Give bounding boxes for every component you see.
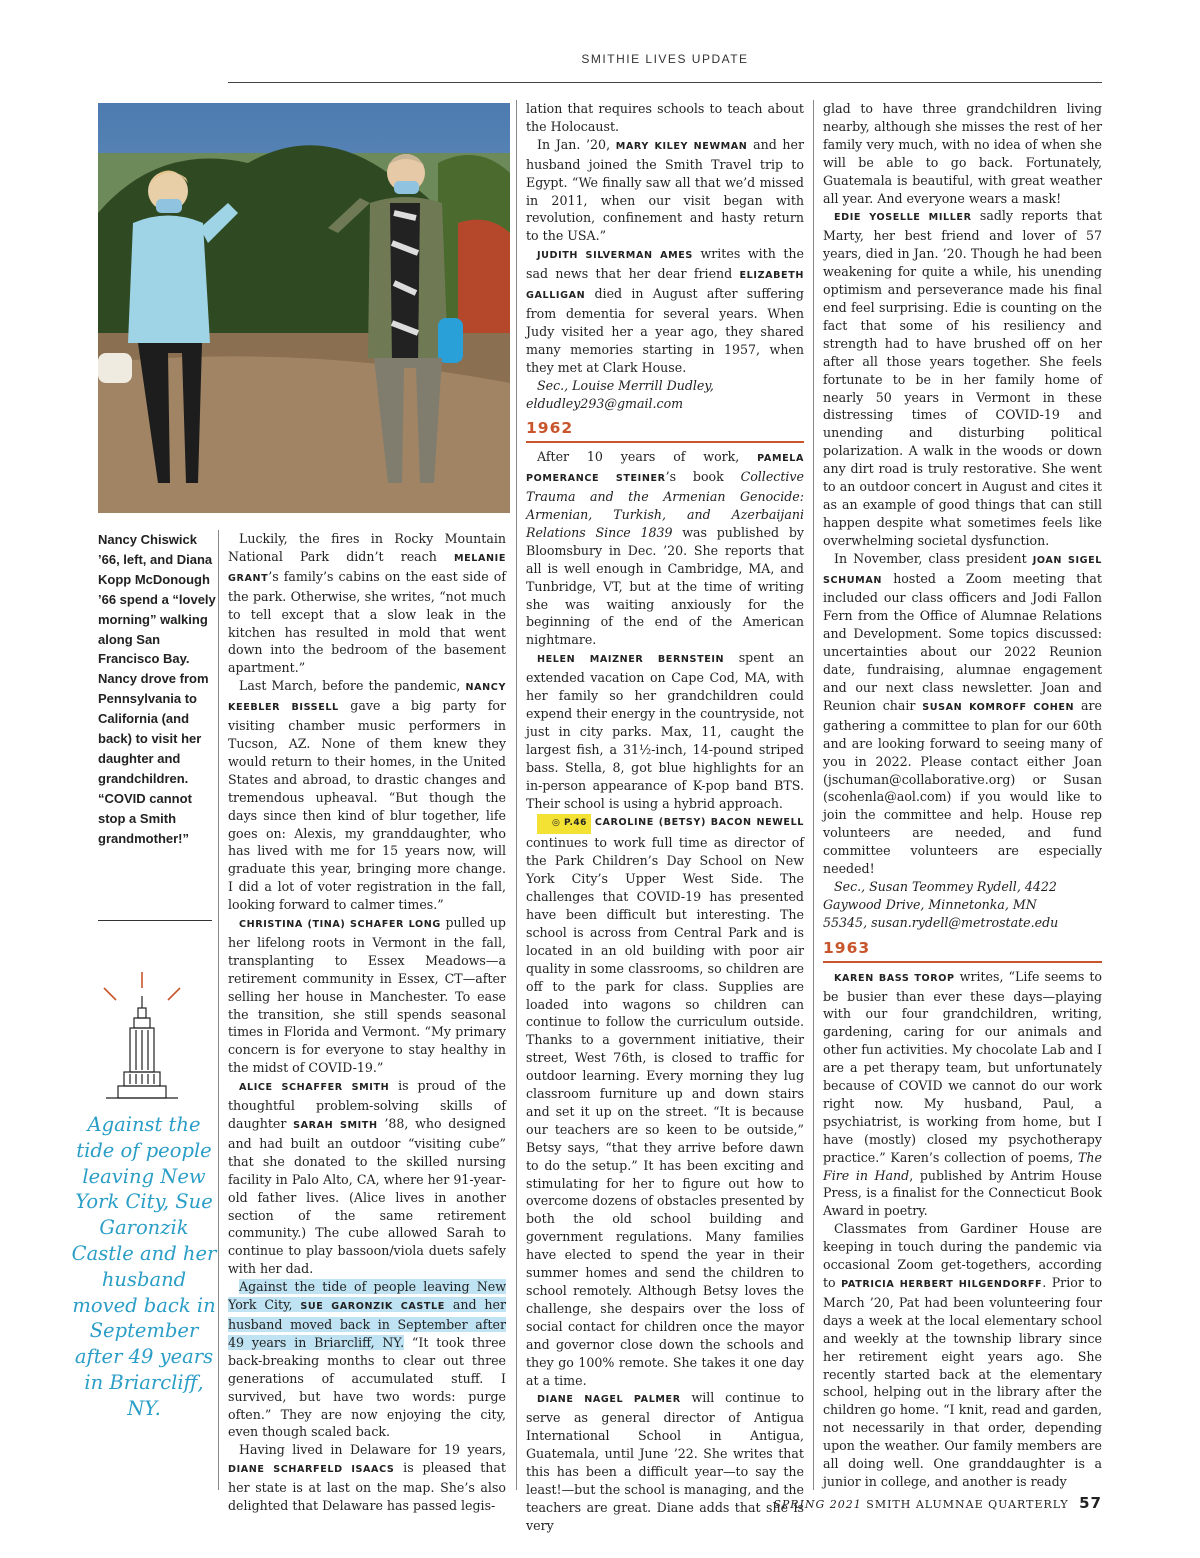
alumna-name: MARY KILEY NEWMAN xyxy=(615,140,748,152)
paragraph: Luckily, the fires in Rocky Mountain National Park didn’t reach MELANIE GRANT’s family’s cabins on the east side of the park. Otherwise, she writes, “not much to tell except that a slow leak in the kitchen has resulted in mold that went down into the bedroom of the basement apartment.” xyxy=(228,531,506,676)
paragraph: In November, class president JOAN SIGEL SCHUMAN hosted a Zoom meeting that included our class officers and Jodi Fallon Fern from the Office of Alumnae Relations and Development. Some topics discussed: uncertainties about our 2022 Reunion date, fundraising, alumnae engagement and our next class newsletter. Joan and Reunion chair SUSAN KOMROFF COHEN are gathering a committee to plan for our 60th and are looking forward to seeing many of you in 2022. Please contact either Joan (jschuman@collaborative.org) or Susan (scohenla@aol.com) if you would like to join the committee and help. House rep volunteers are needed, and fund committee volunteers are especially needed! xyxy=(823,550,1103,877)
column-rule xyxy=(813,100,814,1490)
secretary-signature: Sec., Louise Merrill Dudley, xyxy=(537,377,714,393)
paragraph: After 10 years of work, PAMELA POMERANCE STEINER’s book Collective Trauma and the Armenian Genocide: Armenian, Turkish, and Azerbaijani Relations Since 1839 was published by Bloomsbury in Dec. ’20. She reports that all is well enough in Cambridge, MA, and Tunbridge, VT, but at the time of writing she was waiting anxiously for the beginning of the end of the American nightmare. xyxy=(526,449,804,648)
column-rule xyxy=(218,530,219,1490)
text-column-3 xyxy=(823,100,1102,1491)
caption-divider xyxy=(98,920,212,921)
alumna-name: SUE GARONZIK CASTLE xyxy=(300,1301,445,1313)
empire-state-building-icon xyxy=(96,968,188,1106)
alumna-name: NANCY KEEBLER BISSELL xyxy=(228,682,506,714)
pull-quote: Against the tide of people leaving New York City, Sue Garonzik Castle and her husband moved back in September after 49 years in Briarcliff, NY. xyxy=(71,1113,217,1420)
alumna-name: SUSAN KOMROFF COHEN xyxy=(922,701,1075,713)
alumna-name: DIANE SCHARFELD ISAACS xyxy=(228,1464,395,1476)
section-header: SMITHIE LIVES UPDATE xyxy=(581,52,749,66)
year-rule xyxy=(823,961,1102,963)
alumna-name: SARAH SMITH xyxy=(293,1120,378,1131)
highlighted-text: Against the tide of people leaving New York City, SUE GARONZIK CASTLE and her husband moved back in September after 49 years in Briarcliff, NY. xyxy=(228,1279,506,1350)
year-rule xyxy=(526,441,804,443)
page-reference-badge[interactable]: ◎ P.46 xyxy=(537,814,591,834)
secretary-email: eldudley293@gmail.com xyxy=(526,395,684,411)
class-year-heading: 1963 xyxy=(823,938,871,957)
class-year-heading: 1962 xyxy=(526,419,574,438)
alumna-name: MELANIE GRANT xyxy=(228,552,506,584)
paragraph: KAREN BASS TOROP writes, “Life seems to be busier than ever these days—playing with our four grandchildren, writing, gardening, caring for our animals and other fun activities. My chocolate Lab and I are a pet therapy team, but unfortunately because of COVID we cannot do our work right now. My husband, Paul, a psychiatrist, is working from home, but I have (mostly) closed my psychotherapy practice.” Karen’s collection of poems, The Fire in Hand, published by Antrim House Press, is a finalist for the Connecticut Book Award in poetry. xyxy=(823,968,1102,1219)
alumna-name: HELEN MAIZNER BERNSTEIN xyxy=(537,654,725,666)
alumna-name: ELIZABETH GALLIGAN xyxy=(526,270,804,302)
text-column-1 xyxy=(228,530,506,1515)
paragraph: EDIE YOSELLE MILLER sadly reports that Marty, her best friend and lover of 57 years, died in Jan. ’20. Though he had been weakening for quite a while, his unending optimism and perseverance made his final end feel surprising. Edie is counting on the fact that some of his resiliency and strength had to have brushed off on her after all those years together. She feels fortunate to be in her family home of nearly 50 years in Vermont in these distressing times of COVID-19 and unending and disturbing political polarization. A walk in the woods or down any dirt road is truly restorative. She went to an outdoor concert in August and cites it as an example of good things that can still happen despite what sometimes feels like overwhelming societal dysfunction. xyxy=(823,208,1102,548)
camera-icon: ◎ xyxy=(552,818,564,829)
book-title: The Fire in Hand xyxy=(823,1149,1102,1183)
book-title: Collective Trauma and the Armenian Genocide: Armenian, Turkish, and Azerbaijani Relations Since 1839 xyxy=(526,469,804,540)
header-divider xyxy=(228,82,1102,83)
paragraph: DIANE NAGEL PALMER will continue to serve as general director of Antigua International School in Antigua, Guatemala, until June ’22. She writes that this has been a difficult year—to say the least!—but the school is managing, and the teachers are great. Diane adds that she is very xyxy=(526,1390,804,1533)
alumna-name: PAMELA POMERANCE STEINER xyxy=(526,453,804,485)
paragraph: Having lived in Delaware for 19 years, DIANE SCHARFELD ISAACS is pleased that her state is at last on the map. She’s also delighted that Delaware has passed legis- xyxy=(228,1442,506,1514)
paragraph: lation that requires schools to teach about the Holocaust. xyxy=(526,101,804,134)
magazine-title: SMITH ALUMNAE QUARTERLY xyxy=(866,1498,1069,1511)
text-column-2 xyxy=(526,100,804,1535)
page-number: 57 xyxy=(1079,1494,1102,1512)
alumna-name: DIANE NAGEL PALMER xyxy=(537,1394,681,1406)
secretary-address: Gaywood Drive, Minnetonka, MN xyxy=(823,896,1037,912)
alumna-name: PATRICIA HERBERT HILGENDORFF xyxy=(841,1279,1043,1290)
paragraph: JUDITH SILVERMAN AMES writes with the sad news that her dear friend ELIZABETH GALLIGAN died in August after suffering from dementia for several years. When Judy visited her a year ago, they shared many memories starting in 1957, when they met at Clark House. xyxy=(526,246,804,375)
paragraph: Against the tide of people leaving New York City, SUE GARONZIK CASTLE and her husband moved back in September after 49 years in Briarcliff, NY. “It took three back-breaking months to clear out three generations of accumulated stuff. I survived, but have two words: purge often.” They are now enjoying the city, even though scaled back. xyxy=(228,1279,506,1440)
alumna-name: CHRISTINA (TINA) SCHAFER LONG xyxy=(239,919,441,931)
alumna-name: JUDITH SILVERMAN AMES xyxy=(537,250,693,262)
photo xyxy=(98,103,510,513)
issue-label: SPRING 2021 xyxy=(773,1498,862,1511)
paragraph: CHRISTINA (TINA) SCHAFER LONG pulled up her lifelong roots in Vermont in the fall, transplanting to Essex Meadows—a retirement community in Essex, CT—after selling her house in Manchester. To ease the transition, she still spends seasonal times in Florida and Vermont. “My primary concern is for everyone to stay healthy in the midst of COVID-19.” xyxy=(228,915,506,1076)
two-women-masked-photo-icon xyxy=(98,103,510,513)
paragraph: ◎ P.46 CAROLINE (BETSY) BACON NEWELL continues to work full time as director of the Park Children’s Day School on New York City’s Upper West Side. The challenges that COVID-19 has presented have been difficult but interesting. The school is across from Central Park and is located in an old building with poor air quality in some classrooms, so children are off to the park for class. Supplies are loaded into wagons so children can continue to follow the curriculum outside. Thanks to a government initiative, their street, West 76th, is closed to traffic for outdoor learning. Every morning they lug classroom furniture up and down stairs and set it up on the street. “It is because our teachers are so keen to be outside,” Betsy says, “that they arrive before dawn to do the setup.” It has been exciting and stimulating for her to figure out how to overcome dozens of obstacles presented by both the old school building and government regulations. Many families have elected to spend the year in their summer homes and send the children to school remotely. Although Betsy loves the challenge, she despairs over the loss of social contact for children once the mayor and governor close down the schools and they go 100% remote. She takes it one day at a time. xyxy=(526,812,804,1389)
page-footer xyxy=(760,1494,1102,1512)
paragraph: glad to have three grandchildren living nearby, although she misses the rest of her family very much, with no idea of when she will be able to go back. Fortunately, Guatemala is beautiful, with great weather all year. And everyone wears a mask! xyxy=(823,101,1102,206)
paragraph: Last March, before the pandemic, NANCY KEEBLER BISSELL gave a big party for visiting chamber music performers in Tucson, AZ. None of them knew they would return to their homes, in the United States and abroad, to drastic changes and tremendous upheaval. “But though the days since then kind of blur together, life goes on: Alexis, my granddaughter, who has lived with me for 15 years now, will graduate this year, bringing more change. I did a lot of voter registration in the fall, looking forward to calmer times.” xyxy=(228,678,506,913)
alumna-name: EDIE YOSELLE MILLER xyxy=(834,212,972,224)
alumna-name: ALICE SCHAFFER SMITH xyxy=(239,1082,390,1094)
paragraph: HELEN MAIZNER BERNSTEIN spent an extended vacation on Cape Cod, MA, with her family so her grandchildren could expend their energy in the countryside, not just in city parks. Max, 11, caught the largest fish, a 31½-inch, 14-pound striped bass. Stella, 8, got blue highlights for an in-person appearance of K-pop band BTS. Their school is using a hybrid approach. xyxy=(526,650,804,811)
photo-caption: Nancy Chiswick ’66, left, and Diana Kopp McDonough ’66 spend a “lovely morning” walking along San Francisco Bay. Nancy drove from Pennsylvania to California (and back) to visit her daughter and grandchildren. “COVID cannot stop a Smith grandmother!” xyxy=(98,532,216,846)
alumna-name: KAREN BASS TOROP xyxy=(834,972,955,984)
alumna-name: CAROLINE (BETSY) BACON NEWELL xyxy=(594,817,804,829)
alumna-name: JOAN SIGEL SCHUMAN xyxy=(823,554,1102,586)
secretary-signature: Sec., Susan Teommey Rydell, 4422 xyxy=(834,878,1057,894)
paragraph: ALICE SCHAFFER SMITH is proud of the thoughtful problem-solving skills of daughter SARAH SMITH ’88, who designed and had built an outdoor “visiting cube” that she donated to the skilled nursing facility in Palo Alto, CA, where her 91-year-old father lives. (Alice lives in another section of the same retirement community.) The cube allowed Sarah to continue to play bassoon/viola duets safely with her dad. xyxy=(228,1078,506,1277)
column-rule xyxy=(516,100,517,1490)
paragraph: In Jan. ’20, MARY KILEY NEWMAN and her husband joined the Smith Travel trip to Egypt. “We finally saw all that we’d missed in 2011, when our visit began with revolution, confinement and hasty return to the USA.” xyxy=(526,136,804,244)
paragraph: Classmates from Gardiner House are keeping in touch during the pandemic via occasional Zoom get-togethers, according to PATRICIA HERBERT HILGENDORFF. Prior to March ’20, Pat had been volunteering four days a week at the local elementary school and weekly at the township library since her retirement eight years ago. She recently started back at the elementary school, helping out in the library after the children go home. “I knit, read and garden, not necessarily in that order, depending upon the weather. Our family members are all doing well. One granddaughter is a junior in college, and another is ready xyxy=(823,1221,1103,1489)
secretary-email: 55345, susan.rydell@metrostate.edu xyxy=(823,914,1059,930)
